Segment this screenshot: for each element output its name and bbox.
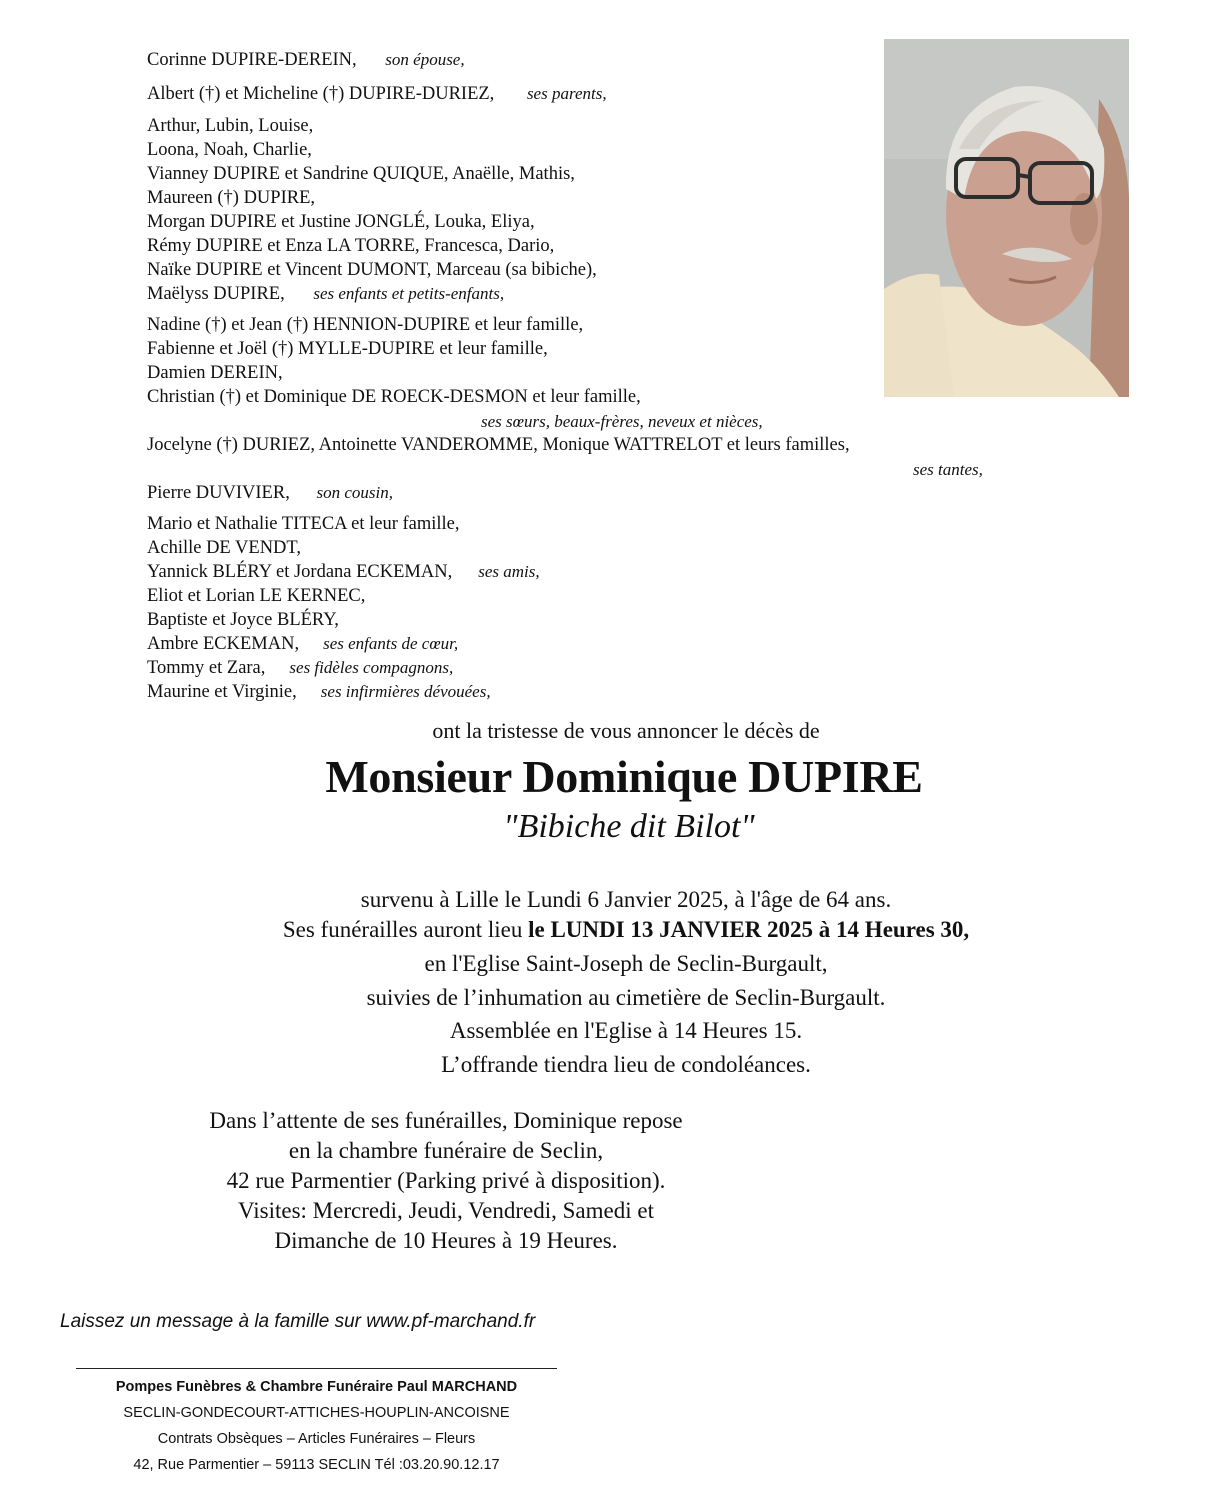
funeral-date: le LUNDI 13 JANVIER 2025 à 14 Heures 30,: [528, 917, 970, 942]
list-item: Maureen (†) DUPIRE,: [147, 188, 315, 208]
deceased-name: Monsieur Dominique DUPIRE: [325, 751, 923, 802]
list-item: Loona, Noah, Charlie,: [147, 140, 312, 160]
list-item: [147, 512, 540, 536]
footer: [76, 1374, 557, 1478]
deceased-photo: [884, 39, 1129, 397]
friend-name: Achille DE VENDT,: [147, 538, 301, 558]
company-services: Contrats Obsèques – Articles Funéraires – Fleurs: [157, 1431, 476, 1447]
wake-line: Dimanche de 10 Heures à 19 Heures.: [274, 1228, 618, 1253]
siblings-block: [147, 313, 641, 409]
aunts-role: ses tantes,: [913, 460, 983, 479]
announcement-text: ont la tristesse de vous annoncer le décès de: [432, 718, 820, 743]
company-address: 42, Rue Parmentier – 59113 SECLIN Tél :03.20.90.12.17: [133, 1457, 500, 1473]
wake-line: Dans l’attente de ses funérailles, Dominique repose: [209, 1108, 683, 1133]
offering-line: L’offrande tiendra lieu de condoléances.: [441, 1052, 811, 1077]
list-item: Rémy DUPIRE et Enza LA TORRE, Francesca, Dario,: [147, 236, 555, 256]
parents-role: ses parents,: [526, 84, 607, 103]
spouse-name: Corinne DUPIRE-DEREIN,: [147, 50, 357, 70]
cousin-role: son cousin,: [316, 483, 393, 502]
death-details: survenu à Lille le Lundi 6 Janvier 2025, à l'âge de 64 ans.: [360, 887, 892, 912]
funeral-date-line: [0, 913, 1214, 947]
spouse-line: [147, 48, 465, 72]
assembly-line: Assemblée en l'Eglise à 14 Heures 15.: [449, 1018, 803, 1043]
list-item: Nadine (†) et Jean (†) HENNION-DUPIRE et leur famille,: [147, 315, 584, 335]
burial-line: suivies de l’inhumation au cimetière de Seclin-Burgault.: [366, 985, 886, 1010]
list-item: [147, 680, 540, 704]
spouse-role: son épouse,: [385, 50, 465, 69]
children-last-name: Maëlyss DUPIRE,: [147, 284, 285, 304]
list-item: [147, 608, 540, 632]
list-item: [147, 560, 540, 584]
friend-name: Yannick BLÉRY et Jordana ECKEMAN,: [147, 562, 453, 582]
children-role: ses enfants et petits-enfants,: [313, 284, 505, 303]
friend-role: ses enfants de cœur,: [323, 634, 459, 653]
list-item: [147, 584, 540, 608]
guestbook-link[interactable]: Laissez un message à la famille sur www.pf-marchand.fr: [60, 1311, 536, 1332]
children-block: [147, 114, 597, 306]
footer-divider: [76, 1368, 557, 1369]
wake-line: en la chambre funéraire de Seclin,: [288, 1138, 604, 1163]
friends-block: [147, 512, 540, 704]
parents-name: Albert (†) et Micheline (†) DUPIRE-DURIEZ,: [147, 84, 495, 104]
wake-block: [146, 1106, 746, 1256]
cousin-name: Pierre DUVIVIER,: [147, 483, 290, 503]
portrait-illustration: [884, 39, 1129, 397]
wake-line: Visites: Mercredi, Jeudi, Vendredi, Samedi et: [238, 1198, 654, 1223]
list-item: Fabienne et Joël (†) MYLLE-DUPIRE et leur famille,: [147, 339, 548, 359]
funeral-date-prefix: Ses funérailles auront lieu: [282, 917, 529, 942]
church-line: en l'Eglise Saint-Joseph de Seclin-Burgault,: [424, 951, 828, 976]
siblings-role: ses sœurs, beaux-frères, neveux et nièces,: [481, 412, 763, 431]
friend-name: Ambre ECKEMAN,: [147, 634, 300, 654]
list-item: Naïke DUPIRE et Vincent DUMONT, Marceau (sa bibiche),: [147, 260, 597, 280]
friend-name: Baptiste et Joyce BLÉRY,: [147, 610, 339, 630]
list-item: Vianney DUPIRE et Sandrine QUIQUE, Anaëlle, Mathis,: [147, 164, 575, 184]
list-item: [147, 656, 540, 680]
company-name: Pompes Funèbres & Chambre Funéraire Paul MARCHAND: [115, 1379, 518, 1395]
company-towns: SECLIN-GONDECOURT-ATTICHES-HOUPLIN-ANCOISNE: [123, 1405, 510, 1421]
list-item: Arthur, Lubin, Louise,: [147, 116, 314, 136]
list-item: [147, 632, 540, 656]
children-last-line: [147, 282, 597, 306]
cousin-line: [147, 481, 393, 505]
wake-line: 42 rue Parmentier (Parking privé à disposition).: [226, 1168, 666, 1193]
friend-role: ses infirmières dévouées,: [320, 682, 491, 701]
list-item: Christian (†) et Dominique DE ROECK-DESMON et leur famille,: [147, 387, 641, 407]
list-item: [147, 536, 540, 560]
deceased-nickname: "Bibiche dit Bilot": [503, 808, 755, 845]
friend-name: Tommy et Zara,: [147, 658, 266, 678]
list-item: Damien DEREIN,: [147, 363, 283, 383]
friend-name: Mario et Nathalie TITECA et leur famille,: [147, 514, 460, 534]
friend-role: ses fidèles compagnons,: [289, 658, 454, 677]
friend-role: ses amis,: [478, 562, 540, 581]
aunts-line: Jocelyne (†) DURIEZ, Antoinette VANDEROMME, Monique WATTRELOT et leurs familles,: [147, 435, 850, 455]
parents-line: [147, 82, 607, 106]
friend-name: Maurine et Virginie,: [147, 682, 297, 702]
list-item: Morgan DUPIRE et Justine JONGLÉ, Louka, Eliya,: [147, 212, 535, 232]
friend-name: Eliot et Lorian LE KERNEC,: [147, 586, 366, 606]
